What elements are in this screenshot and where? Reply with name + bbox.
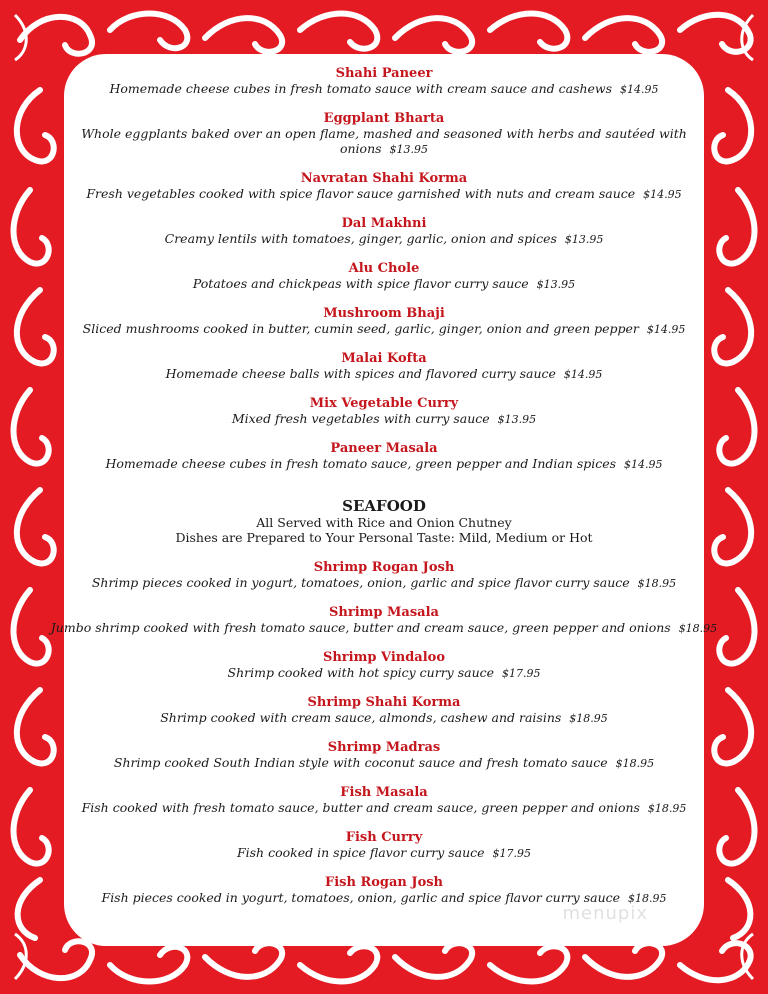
menu-item [68,351,700,382]
dish-name: Dal Makhni [341,216,427,231]
menu-item [68,560,700,591]
dish-description: Homemade cheese cubes in fresh tomato sauce, green pepper and Indian spices [105,456,617,471]
dish-description: Jumbo shrimp cooked with fresh tomato sauce, butter and cream sauce, green pepper and onions [50,620,671,635]
dish-name: Mushroom Bhaji [323,306,445,321]
menu-item [68,396,700,427]
dish-price: $13.95 [564,233,604,246]
dish-price: $18.95 [678,622,718,635]
menu-item [68,695,700,726]
menu-item [68,875,700,906]
dish-description: Shrimp pieces cooked in yogurt, tomatoes, onion, garlic and spice flavor curry sauce [91,575,630,590]
dish-description: Fresh vegetables cooked with spice flavor sauce garnished with nuts and cream sauce [86,186,636,201]
dish-price: $14.95 [620,83,659,96]
dish-description: Fish cooked with fresh tomato sauce, butter and cream sauce, green pepper and onions [81,800,640,815]
dish-description: Shrimp cooked with hot spicy curry sauce [227,665,495,680]
dish-price: $13.95 [389,143,429,156]
dish-price: $18.95 [647,802,687,815]
menu-item [68,740,700,771]
dish-price: $18.95 [615,757,655,770]
dish-name: Shrimp Rogan Josh [313,560,455,575]
dish-description: Shrimp cooked with cream sauce, almonds, cashew and raisins [160,710,562,725]
dish-description: Homemade cheese balls with spices and flavored curry sauce [165,366,556,381]
dish-price: $17.95 [502,667,541,680]
dish-description: Creamy lentils with tomatoes, ginger, garlic, onion and spices [164,231,557,246]
dish-name: Shrimp Vindaloo [322,650,446,665]
seafood-section-header [68,498,700,545]
dish-name: Shrimp Masala [329,605,439,620]
dish-name: Mix Vegetable Curry [309,396,459,411]
dish-description: Mixed fresh vegetables with curry sauce [231,411,490,426]
menu-item [68,650,700,681]
dish-name: Alu Chole [348,261,420,276]
menu-item [68,441,700,472]
dish-name: Navratan Shahi Korma [300,171,468,186]
watermark: menupix [562,903,648,924]
menu-item [68,306,700,337]
menu-item [68,111,700,157]
section-subtitle: Dishes are Prepared to Your Personal Taste: Mild, Medium or Hot [175,530,593,545]
dish-description: Homemade cheese cubes in fresh tomato sauce with cream sauce and cashews [109,81,613,96]
dish-description: Whole eggplants baked over an open flame, mashed and seasoned with herbs and sautéed with onions [81,126,687,156]
section-title: SEAFOOD [342,497,426,515]
section-subtitle: All Served with Rice and Onion Chutney [256,515,512,530]
dish-description: Fish pieces cooked in yogurt, tomatoes, onion, garlic and spice flavor curry sauce [101,890,621,905]
dish-price: $14.95 [563,368,603,381]
dish-price: $14.95 [643,188,682,201]
dish-price: $14.95 [624,458,663,471]
dish-price: $13.95 [536,278,576,291]
dish-name: Fish Curry [345,830,423,845]
menu-item [68,66,700,97]
menu-content [50,66,718,920]
dish-price: $18.95 [637,577,677,590]
menu-item [68,216,700,247]
dish-name: Shrimp Shahi Korma [307,695,461,710]
dish-name: Shrimp Madras [327,740,441,755]
dish-name: Eggplant Bharta [323,111,445,126]
dish-price: $14.95 [646,323,686,336]
menu-item [68,830,700,861]
dish-description: Potatoes and chickpeas with spice flavor curry sauce [192,276,529,291]
dish-price: $13.95 [497,413,537,426]
dish-name: Fish Rogan Josh [324,875,444,890]
dish-price: $18.95 [569,712,608,725]
menu-item [68,261,700,292]
dish-name: Shahi Paneer [335,66,433,81]
dish-name: Paneer Masala [330,441,438,456]
menu-item [68,171,700,202]
dish-name: Fish Masala [340,785,428,800]
dish-price: $17.95 [492,847,532,860]
dish-price: $18.95 [627,892,667,905]
dish-description: Sliced mushrooms cooked in butter, cumin seed, garlic, ginger, onion and green pepper [82,321,639,336]
dish-name: Malai Kofta [341,351,427,366]
menu-item [68,785,700,816]
dish-description: Fish cooked in spice flavor curry sauce [236,845,485,860]
menu-item [50,605,718,636]
dish-description: Shrimp cooked South Indian style with coconut sauce and fresh tomato sauce [113,755,608,770]
